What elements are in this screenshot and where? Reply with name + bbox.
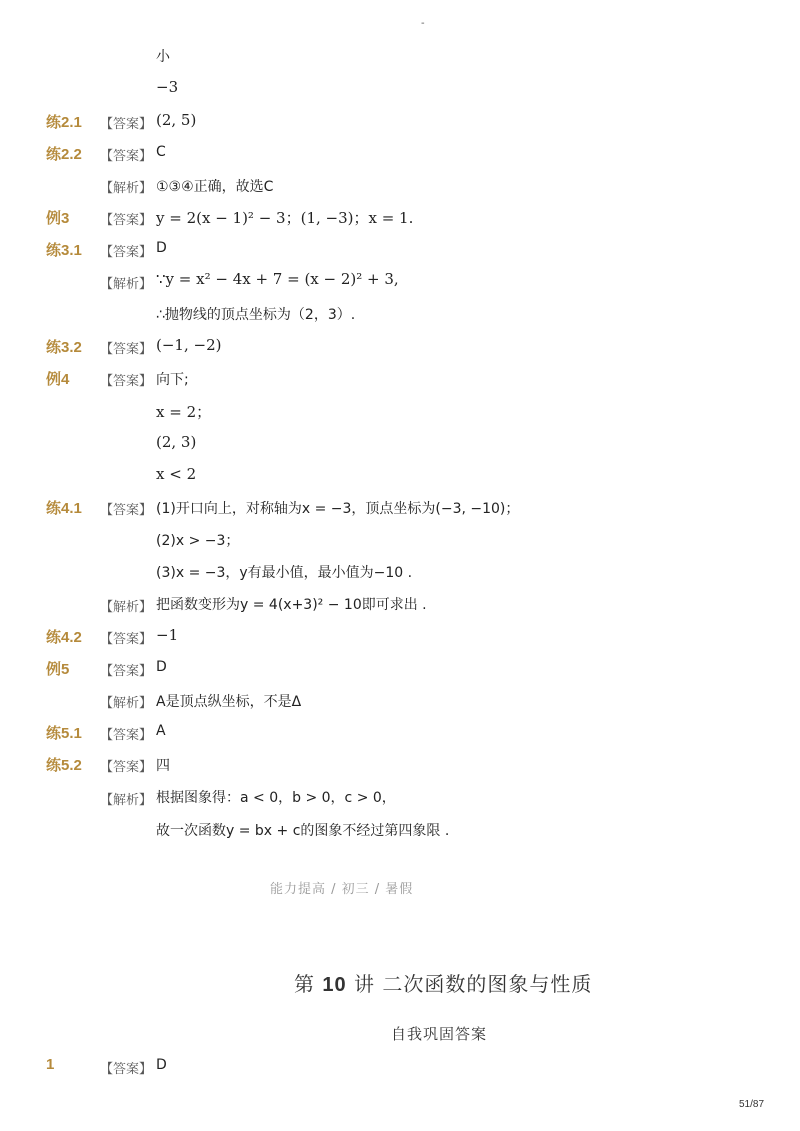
answer-bracket: 【答案】 xyxy=(100,149,153,164)
answer-text: (3)x = −3，y有最小值，最小值为−10 . xyxy=(156,565,413,581)
lecture-name: 讲 二次函数的图象与性质 xyxy=(353,972,593,996)
answer-text: 向下; xyxy=(156,372,189,388)
example-tag: 例3 xyxy=(46,210,70,227)
analysis-bracket: 【解析】 xyxy=(100,696,153,711)
section-title: 自我巩固答案 xyxy=(391,1025,488,1043)
lecture-prefix: 第 xyxy=(294,972,315,996)
answer-text: (2)x > −3； xyxy=(156,533,240,549)
exercise-tag: 练2.1 xyxy=(46,114,82,131)
answer-text: (−1, −2) xyxy=(156,336,222,354)
analysis-text: 根据图象得：a < 0，b > 0，c > 0， xyxy=(156,790,396,806)
question-number: 1 xyxy=(46,1056,55,1073)
answer-bracket: 【答案】 xyxy=(100,117,153,132)
answer-bracket: 【答案】 xyxy=(100,632,153,647)
analysis-text: ∵y = x² − 4x + 7 = (x − 2)² + 3, xyxy=(156,270,399,288)
answer-bracket: 【答案】 xyxy=(100,760,153,775)
answer-text: D xyxy=(156,240,167,256)
lecture-title xyxy=(294,968,592,997)
analysis-text: 故一次函数y = bx + c的图象不经过第四象限 . xyxy=(156,823,450,839)
analysis-bracket: 【解析】 xyxy=(100,600,153,615)
answer-text: −1 xyxy=(156,626,179,644)
exercise-tag: 练4.1 xyxy=(46,500,82,517)
answer-bracket: 【答案】 xyxy=(100,503,153,518)
answer-text: A xyxy=(156,723,166,739)
exercise-tag: 练5.2 xyxy=(46,757,82,774)
exercise-tag: 练2.2 xyxy=(46,146,82,163)
analysis-bracket: 【解析】 xyxy=(100,793,153,808)
answer-text: (2, 3) xyxy=(156,433,197,451)
exercise-tag: 练5.1 xyxy=(46,725,82,742)
answer-text: y = 2(x − 1)² − 3；(1, −3)；x = 1. xyxy=(156,209,414,227)
answer-bracket: 【答案】 xyxy=(100,374,153,389)
answer-bracket: 【答案】 xyxy=(100,245,153,260)
top-mark: - xyxy=(421,18,425,29)
analysis-text: ①③④正确，故选C xyxy=(156,179,274,195)
analysis-text: A是顶点纵坐标，不是Δ xyxy=(156,694,302,710)
exercise-tag: 练3.1 xyxy=(46,242,82,259)
lecture-number: 10 xyxy=(322,974,347,996)
answer-text: D xyxy=(156,1057,167,1073)
answer-text: x = 2； xyxy=(156,403,212,421)
analysis-text: ∴抛物线的顶点坐标为（2，3）. xyxy=(156,307,356,323)
answer-text: (2, 5) xyxy=(156,111,197,129)
answer-line: −3 xyxy=(156,78,179,96)
example-tag: 例4 xyxy=(46,371,70,388)
answer-bracket: 【答案】 xyxy=(100,213,153,228)
analysis-text: 把函数变形为y = 4(x+3)² − 10即可求出 . xyxy=(156,597,427,613)
page-number: 51/87 xyxy=(739,1099,765,1110)
answer-bracket: 【答案】 xyxy=(100,664,153,679)
answer-bracket: 【答案】 xyxy=(100,1062,153,1077)
example-tag: 例5 xyxy=(46,661,70,678)
answer-line: 小 xyxy=(156,49,170,65)
answer-bracket: 【答案】 xyxy=(100,728,153,743)
exercise-tag: 练3.2 xyxy=(46,339,82,356)
answer-text: (1)开口向上，对称轴为x = −3，顶点坐标为(−3, −10)； xyxy=(156,501,520,517)
exercise-tag: 练4.2 xyxy=(46,629,82,646)
answer-text: x < 2 xyxy=(156,465,197,483)
analysis-bracket: 【解析】 xyxy=(100,277,153,292)
answer-bracket: 【答案】 xyxy=(100,342,153,357)
answer-text: 四 xyxy=(156,758,170,774)
analysis-bracket: 【解析】 xyxy=(100,181,153,196)
answer-text: C xyxy=(156,144,166,160)
page-footer-label: 能力提高 / 初三 / 暑假 xyxy=(270,882,414,897)
answer-text: D xyxy=(156,659,167,675)
